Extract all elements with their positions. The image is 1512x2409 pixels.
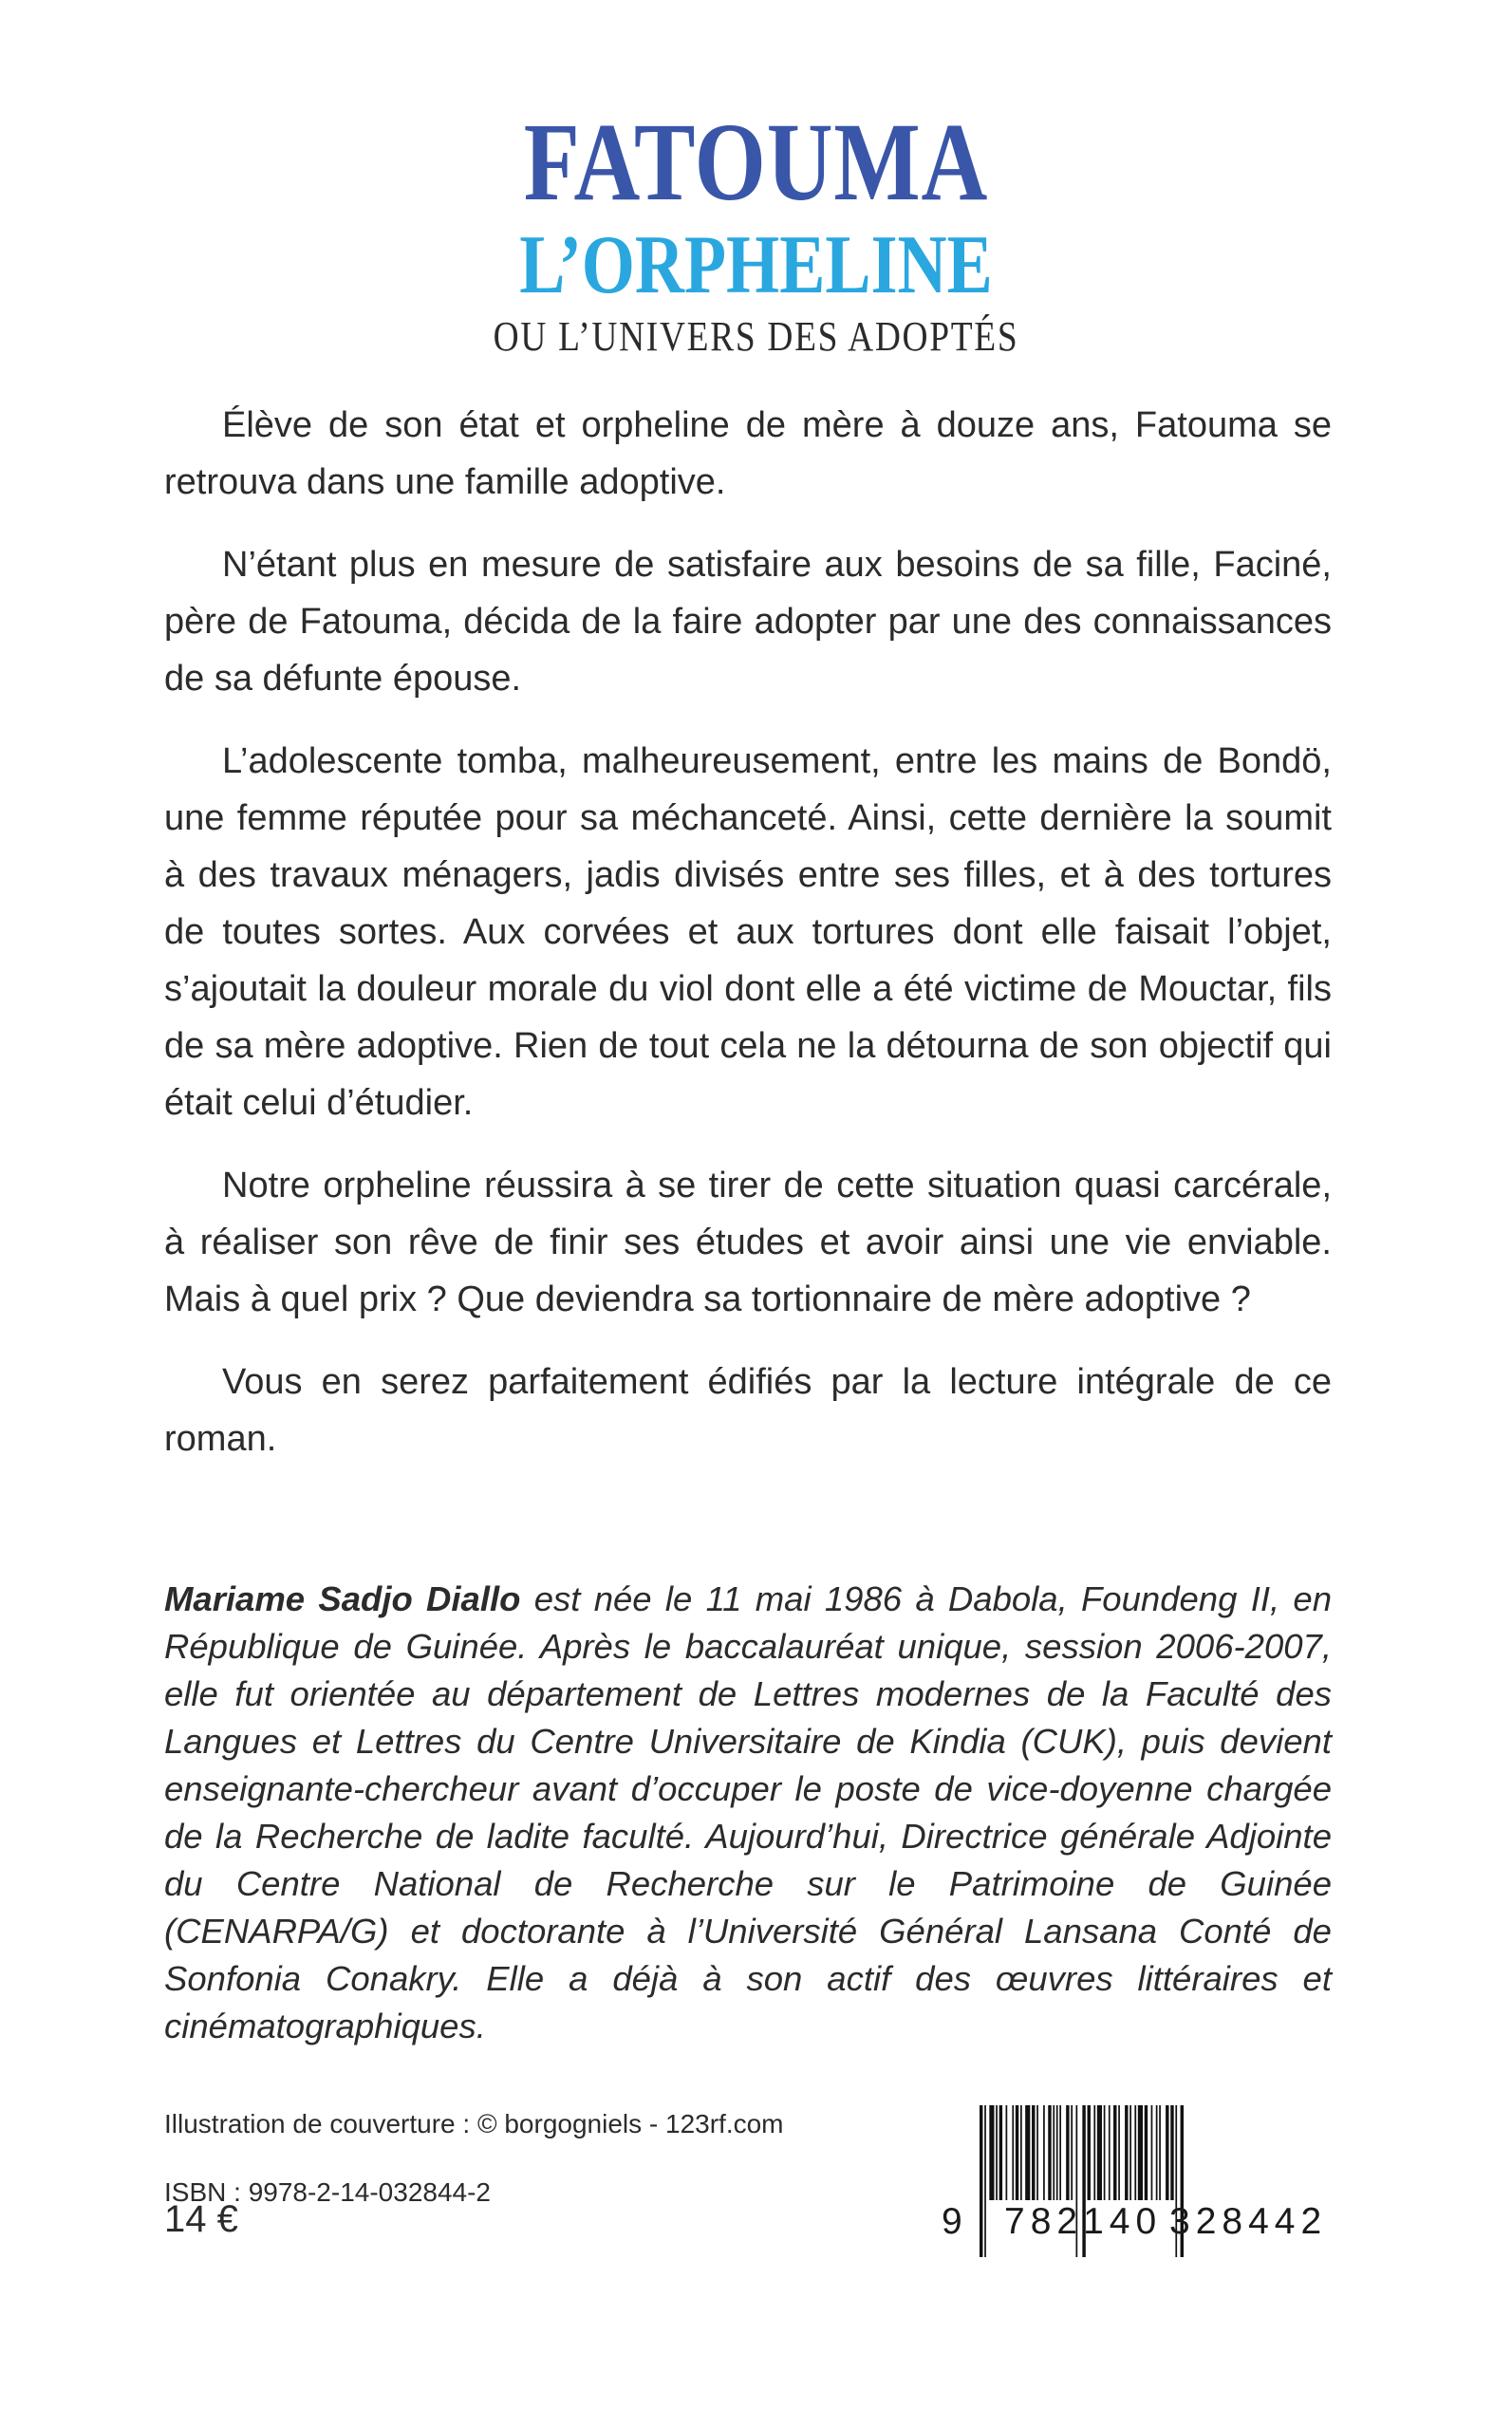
barcode-bar (1012, 2105, 1014, 2200)
barcode-bar (984, 2105, 986, 2257)
barcode-bar (1170, 2105, 1173, 2200)
author-bio (164, 1576, 1332, 2050)
barcode-bar (1048, 2105, 1051, 2200)
barcode-bar (999, 2105, 1002, 2200)
barcode-bar (1088, 2105, 1091, 2200)
barcode-bar (1156, 2105, 1158, 2200)
barcode-bar (1138, 2105, 1143, 2200)
barcode-bar (1129, 2105, 1131, 2200)
barcode-bar (1066, 2105, 1069, 2200)
summary-paragraph: N’étant plus en mesure de satisfaire aux besoins de sa fille, Faciné, père de Fatouma, décida de la faire adopter par une des connaissances de sa défunte épouse. (164, 545, 1332, 699)
author-name: Mariame Sadjo Diallo (164, 1579, 521, 1618)
summary-paragraph: Notre orpheline réussira à se tirer de cette situation quasi carcérale, à réaliser son rêve de finir ses études et avoir ainsi une vie enviable. Mais à quel prix ? Que deviendra sa tortionnaire de mère adoptive ? (164, 1166, 1332, 1319)
price: 14 € (164, 2198, 238, 2240)
barcode-bar (1006, 2105, 1008, 2200)
barcode-bar (1113, 2105, 1116, 2200)
barcode-bar (1043, 2105, 1045, 2200)
barcode-digits-right: 328442 (1169, 2201, 1328, 2242)
barcode-bar (1104, 2105, 1106, 2200)
summary-paragraph: Élève de son état et orpheline de mère à douze ans, Fatouma se retrouva dans une famille adoptive. (164, 405, 1332, 502)
barcode-bar (1151, 2105, 1153, 2200)
barcode-bar (1036, 2105, 1038, 2200)
barcode-bar (1016, 2105, 1018, 2200)
barcode-bar (1059, 2105, 1061, 2200)
summary-paragraph: Vous en serez parfaitement édifiés par la lecture intégrale de ce roman. (164, 1362, 1332, 1459)
barcode-bar (1125, 2105, 1128, 2200)
barcode-bar (1093, 2105, 1095, 2200)
barcode-bar (1166, 2105, 1168, 2200)
barcode-bar (1145, 2105, 1148, 2200)
barcode-digits-left: 782140 (1004, 2201, 1163, 2242)
barcode-bar (980, 2105, 982, 2257)
barcode-bar (1159, 2105, 1161, 2200)
barcode-bar (1025, 2105, 1030, 2200)
barcode-bar (1118, 2105, 1120, 2200)
barcode-bar (1109, 2105, 1111, 2200)
barcode-bar (1053, 2105, 1055, 2200)
barcode-bar (1134, 2105, 1136, 2200)
barcode-first-digit: 9 (942, 2201, 968, 2242)
summary-paragraph: L’adolescente tomba, malheureusement, entre les mains de Bondö, une femme réputée pour sa méchanceté. Ainsi, cette dernière la soumit à des travaux ménagers, jadis divisés entre ses filles, et à des tortures de toutes sortes. Aux corvées et aux tortures dont elle faisait l’objet, s’ajoutait la douleur morale du viol dont elle a été victime de Mouctar, fils de sa mère adoptive. Rien de tout cela ne la détourna de son objectif qui était celui d’étudier. (164, 741, 1332, 1123)
barcode-bar (1056, 2105, 1058, 2200)
book-tagline: OU L’UNIVERS DES ADOPTÉS (493, 313, 1019, 360)
barcode-bar (1020, 2105, 1022, 2200)
barcode-bar (1097, 2105, 1102, 2200)
barcode-bar (996, 2105, 998, 2200)
author-bio-text: est née le 11 mai 1986 à Dabola, Foundeng II, en République de Guinée. Après le baccalauréat unique, session 2006-2007, elle fut orientée au département de Lettres modernes de la Faculté des Langues et Lettres du Centre Universitaire de Kindia (CUK), puis devient enseignante-chercheur avant d’occuper le poste de vice-doyenne chargée de la Recherche de ladite faculté. Aujourd’hui, Directrice générale Adjointe du Centre National de Recherche sur le Patrimoine de Guinée (CENARPA/G) et doctorante à l’Université Général Lansana Conté de Sonfonia Conakry. Elle a déjà à son actif des œuvres littéraires et cinématographiques. (164, 1579, 1332, 2045)
illustration-credit: Illustration de couverture : © borgogniels - 123rf.com (164, 2109, 784, 2138)
back-cover-summary (164, 397, 1332, 1493)
isbn: ISBN : 9978-2-14-032844-2 (164, 2177, 491, 2207)
barcode-bar (1032, 2105, 1035, 2200)
book-title-block (0, 100, 1512, 363)
barcode-bar (1071, 2105, 1073, 2200)
barcode-bar (989, 2105, 994, 2200)
book-subtitle: L’ORPHELINE (519, 219, 993, 311)
book-title: FATOUMA (523, 100, 989, 224)
